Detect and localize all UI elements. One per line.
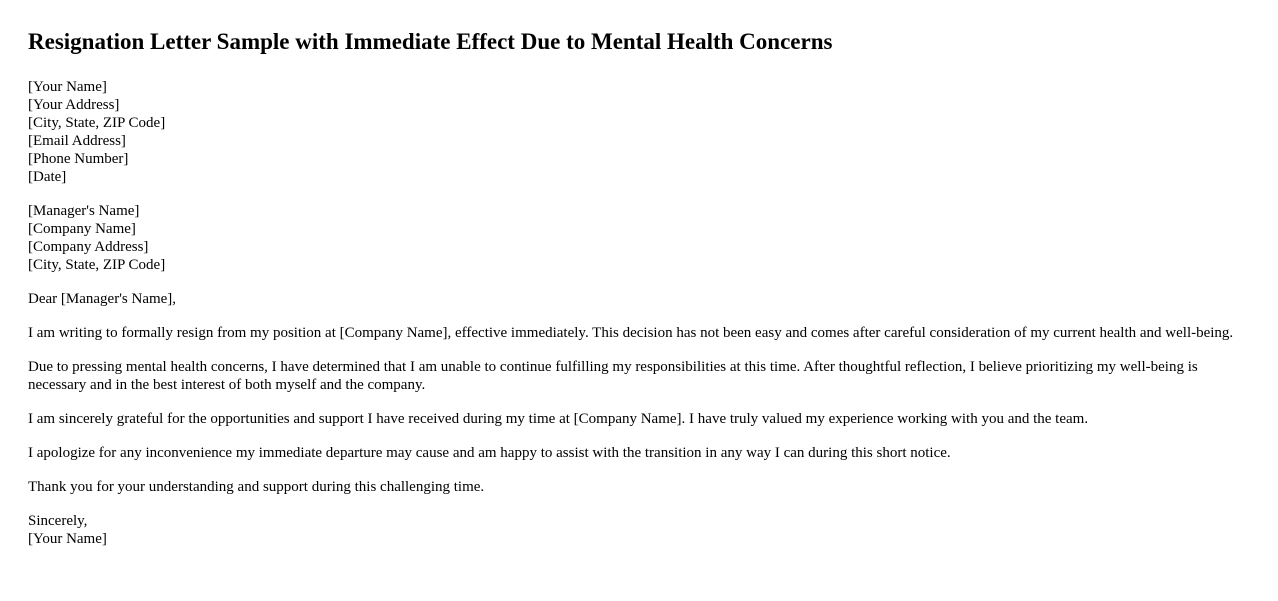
sender-address: [Your Address] xyxy=(28,97,120,113)
sender-phone: [Phone Number] xyxy=(28,151,129,167)
recipient-company-name: [Company Name] xyxy=(28,221,136,237)
recipient-address-block xyxy=(28,202,1250,274)
body-paragraph-thanks: Thank you for your understanding and support during this challenging time. xyxy=(28,479,485,495)
body-paragraph-resignation: I am writing to formally resign from my position at [Company Name], effective immediately. This decision has not been easy and comes after careful consideration of my current health and well-being. xyxy=(28,325,1234,341)
recipient-company-address: [Company Address] xyxy=(28,239,149,255)
body-paragraph-apology: I apologize for any inconvenience my immediate departure may cause and am happy to assist with the transition in any way I can during this short notice. xyxy=(28,445,951,461)
page-title: Resignation Letter Sample with Immediate Effect Due to Mental Health Concerns xyxy=(28,29,833,54)
body-paragraph-gratitude: I am sincerely grateful for the opportunities and support I have received during my time at [Company Name]. I have truly valued my experience working with you and the team. xyxy=(28,411,1089,427)
signature-name: [Your Name] xyxy=(28,531,107,547)
closing-block xyxy=(28,512,1250,548)
sender-address-block xyxy=(28,78,1250,186)
letter-date: [Date] xyxy=(28,169,67,185)
body-paragraph-reason: Due to pressing mental health concerns, I have determined that I am unable to continue fulfilling my responsibilities at this time. After thoughtful reflection, I believe prioritizing my well-being is necessary and in the best interest of both myself and the company. xyxy=(28,359,1198,393)
sender-city-state-zip: [City, State, ZIP Code] xyxy=(28,115,166,131)
sender-email: [Email Address] xyxy=(28,133,126,149)
recipient-manager-name: [Manager's Name] xyxy=(28,203,140,219)
closing: Sincerely, xyxy=(28,513,88,529)
recipient-city-state-zip: [City, State, ZIP Code] xyxy=(28,257,166,273)
sender-name: [Your Name] xyxy=(28,79,107,95)
salutation: Dear [Manager's Name], xyxy=(28,291,177,307)
